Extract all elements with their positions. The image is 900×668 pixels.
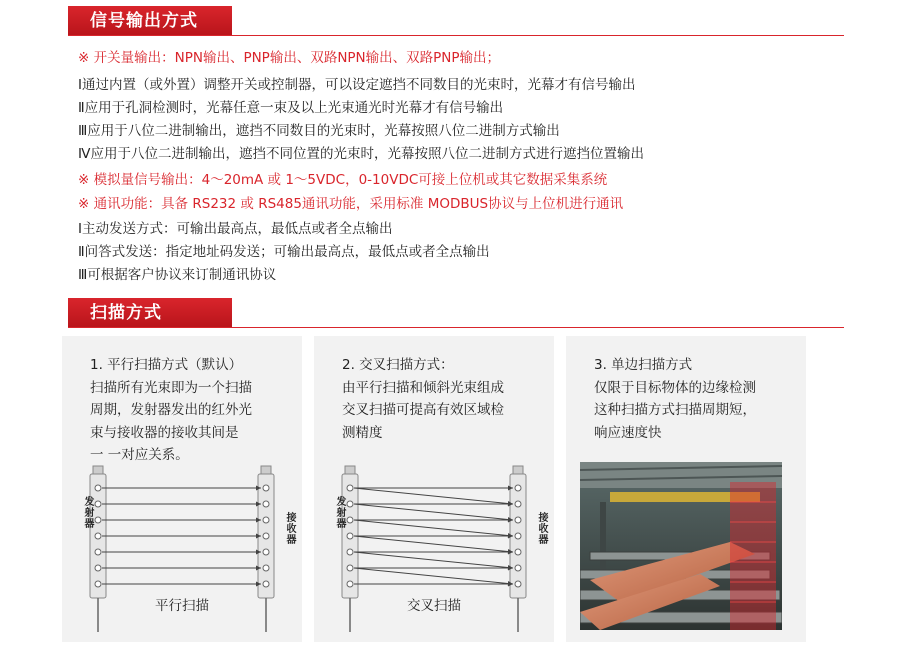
emitter-label: 发射器 xyxy=(82,496,93,529)
lens-icon xyxy=(95,533,101,539)
lens-icon xyxy=(347,485,353,491)
lens-icon xyxy=(95,485,101,491)
lens-icon xyxy=(515,533,521,539)
beam-line xyxy=(354,488,513,504)
section-rule xyxy=(68,327,844,328)
lens-icon xyxy=(95,581,101,587)
beam-line xyxy=(354,520,513,536)
beam-line xyxy=(354,504,513,520)
lens-icon xyxy=(347,517,353,523)
lens-icon xyxy=(347,501,353,507)
lens-icon xyxy=(263,581,269,587)
lens-icon xyxy=(95,501,101,507)
lens-icon xyxy=(515,581,521,587)
lens-icon xyxy=(347,565,353,571)
lens-icon xyxy=(263,485,269,491)
section-rule xyxy=(68,35,844,36)
lens-icon xyxy=(95,565,101,571)
switch-item: Ⅰ通过内置（或外置）调整开关或控制器，可以设定遮挡不同数目的光束时，光幕才有信号输出 xyxy=(78,77,636,93)
lens-icon xyxy=(263,565,269,571)
cross-scan-caption: 交叉扫描 xyxy=(407,598,461,614)
scan-card-text: 2. 交叉扫描方式： 由平行扫描和倾斜光束组成 交叉扫描可提高有效区域检 测精度 xyxy=(342,357,504,441)
lens-icon xyxy=(347,533,353,539)
section-title-signal: 信号输出方式 xyxy=(68,6,232,36)
lens-icon xyxy=(95,517,101,523)
analog-output-line: ※ 模拟量信号输出：4～20mA 或 1～5VDC，0-10VDC可接上位机或其它数据采集系统 xyxy=(78,172,608,188)
section-title-scan: 扫描方式 xyxy=(68,298,232,328)
comm-item: Ⅰ主动发送方式：可输出最高点，最低点或者全点输出 xyxy=(78,221,393,237)
lens-icon xyxy=(515,501,521,507)
receiver-label: 接收器 xyxy=(284,512,295,545)
scan-card-text: 1. 平行扫描方式（默认） 扫描所有光束即为一个扫描 周期，发射器发出的红外光 束与接收器的接收其间是 一 一对应关系。 xyxy=(90,357,252,463)
lens-icon xyxy=(347,581,353,587)
switch-output-line: ※ 开关量输出：NPN输出、PNP输出、双路NPN输出、双路PNP输出； xyxy=(78,50,501,66)
switch-item: Ⅳ应用于八位二进制输出，遮挡不同位置的光束时，光幕按照八位二进制方式进行遮挡位置输出 xyxy=(78,146,644,162)
lens-icon xyxy=(515,565,521,571)
lens-icon xyxy=(263,517,269,523)
scan-card-text: 3. 单边扫描方式 仅限于目标物体的边缘检测 这种扫描方式扫描周期短， 响应速度快 xyxy=(594,357,756,441)
steel-mill-photo xyxy=(580,462,782,630)
comm-item: Ⅱ问答式发送：指定地址码发送；可输出最高点，最低点或者全点输出 xyxy=(78,244,490,260)
lens-icon xyxy=(263,549,269,555)
lens-icon xyxy=(347,549,353,555)
comm-function-line: ※ 通讯功能：具备 RS232 或 RS485通讯功能，采用标准 MODBUS协议与上位机进行通讯 xyxy=(78,196,624,212)
beam-line xyxy=(354,536,513,552)
lens-icon xyxy=(95,549,101,555)
receiver-label: 接收器 xyxy=(536,512,547,545)
lens-icon xyxy=(515,517,521,523)
emitter-label: 发射器 xyxy=(334,496,345,529)
lens-icon xyxy=(515,549,521,555)
lens-icon xyxy=(515,485,521,491)
beam-line xyxy=(354,568,513,584)
parallel-scan-caption: 平行扫描 xyxy=(155,598,209,614)
beam-line xyxy=(354,552,513,568)
switch-item: Ⅱ应用于孔洞检测时，光幕任意一束及以上光束通光时光幕才有信号输出 xyxy=(78,100,504,116)
switch-item: Ⅲ应用于八位二进制输出，遮挡不同数目的光束时，光幕按照八位二进制方式输出 xyxy=(78,123,560,139)
lens-icon xyxy=(263,533,269,539)
lens-icon xyxy=(263,501,269,507)
comm-item: Ⅲ可根据客户协议来订制通讯协议 xyxy=(78,267,277,283)
